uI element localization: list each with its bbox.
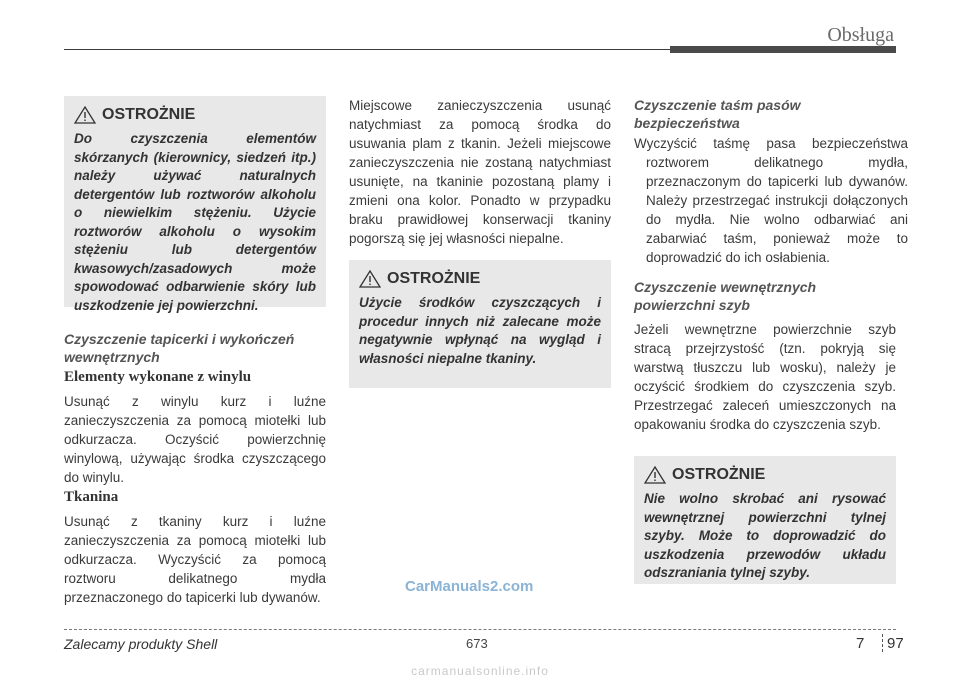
fabric-text: Usunąć z tkaniny kurz i luźne zanieczyszczenia za pomocą miotełki lub odkurzacza. Wyczyścić za pomocą roztworu delikatnego mydła przeznaczonego do tapicerki lub dywanów. (64, 514, 326, 605)
section-title: Obsługa (827, 24, 894, 46)
header-rule-accent (670, 46, 896, 53)
glass-heading: Czyszczenie wewnętrznych powierzchni szyb (634, 279, 817, 313)
warning-box-glass (634, 456, 896, 584)
header-rule (64, 49, 670, 50)
belts-text: Wyczyścić taśmę pasa bezpieczeństwa roztworem delikatnego mydła, przeznaczonym do tapicerki lub dywanów. Należy przestrzegać instrukcji dołączonych do mydła. Nie wolno odbarwiać ani zabarwiać taśm, ponieważ może to doprowadzić do ich osłabienia. (634, 136, 908, 265)
glass-text: Jeżeli wewnętrzne powierzchnie szyb stracą przejrzystość (tzn. pokryją się warstwą tłuszczu lub wosku), należy je oczyścić środkiem do czyszczenia szyb. Przestrzegać zaleceń umieszczonych na opakowaniu środka do czyszczenia szyb. (634, 322, 896, 432)
warning-box-leather (64, 96, 326, 313)
fabric-heading: Tkanina (64, 489, 119, 505)
warning-text: Użycie środków czyszczących i procedur innych niż zalecane może negatywnie wpłynąć na wygląd i własności niepalne tkaniny. (359, 295, 601, 366)
warning-title: OSTROŻNIE (102, 106, 196, 123)
chapter-page-number: 97 (887, 635, 904, 652)
footer-left-text: Zalecamy produkty Shell (64, 636, 218, 652)
warning-text: Do czyszczenia elementów skórzanych (kierownicy, siedzeń itp.) należy używać naturalnych detergentów lub roztworów alkoholu o niewielkim stężeniu. Użycie roztworów alkoholu o wysokim stężeniu lub detergentów kwasowych/zasadowych może spowodować odbarwienie skóry lub uszkodzenie jej powierzchni. (74, 131, 316, 313)
stain-text: Miejscowe zanieczyszczenia usunąć natychmiast za pomocą środka do usuwania plam z tkanin. Jeżeli miejscowe zanieczyszczenia nie zostaną natychmiast usunięte, na tkaninie pozostaną plamy i zmieni ona kolor. Ponadto w przypadku braku prawidłowej konserwacji tkaniny pogorszą się jej własności niepalne. (349, 98, 611, 246)
warning-title: OSTROŻNIE (672, 466, 766, 483)
warning-box-fabric (349, 260, 611, 388)
warning-header (359, 270, 601, 288)
footer-rule (64, 629, 896, 630)
upholstery-heading: Czyszczenie tapicerki i wykończeń wewnętrznych (64, 331, 295, 365)
warning-triangle-icon (74, 106, 96, 124)
warning-text: Nie wolno skrobać ani rysować wewnętrznej powierzchni tylnej szyby. Może to doprowadzić do uszkodzenia przewodów układu odszraniania tylnej szyby. (644, 491, 886, 580)
site-footer-link[interactable]: carmanualsonline.info (411, 664, 549, 678)
warning-triangle-icon (359, 270, 381, 288)
vinyl-text: Usunąć z winylu kurz i luźne zanieczyszczenia za pomocą miotełki lub odkurzacza. Oczyścić powierzchnię winylową, używając środka czyszczącego do winylu. (64, 394, 326, 485)
page-number: 673 (466, 636, 488, 651)
warning-triangle-icon (644, 466, 666, 484)
footer-separator (882, 634, 883, 652)
chapter-number: 7 (856, 635, 865, 652)
watermark-link[interactable]: CarManuals2.com (405, 578, 534, 595)
warning-header (644, 466, 886, 484)
warning-title: OSTROŻNIE (387, 270, 481, 287)
warning-header (74, 106, 316, 124)
belts-heading: Czyszczenie taśm pasów bezpieczeństwa (634, 97, 801, 131)
vinyl-heading: Elementy wykonane z winylu (64, 369, 252, 385)
